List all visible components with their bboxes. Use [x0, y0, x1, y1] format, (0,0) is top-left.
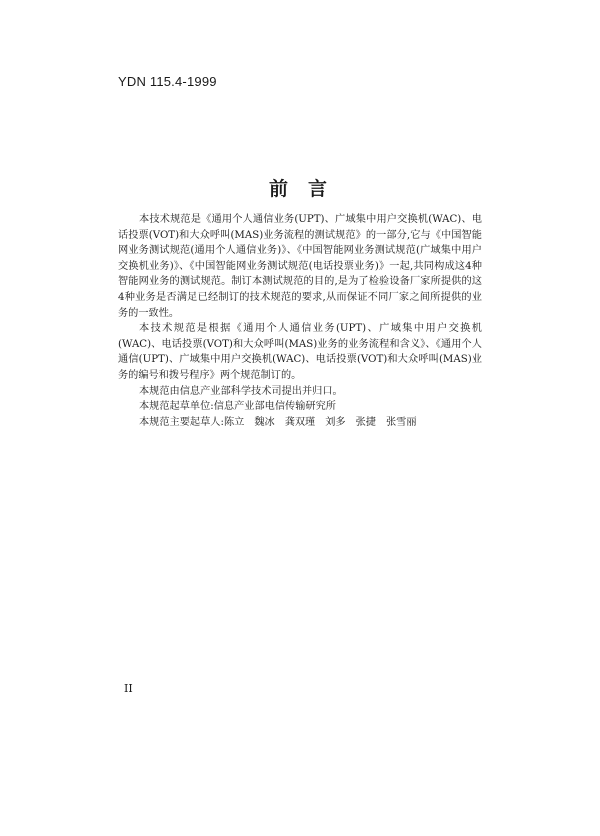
- page-number: II: [124, 682, 133, 695]
- drafters-label: 本规范主要起草人:: [139, 416, 224, 428]
- drafter-name: 龚双瑾: [284, 416, 316, 428]
- paragraph-1: 本技术规范是《通用个人通信业务(UPT)、广域集中用户交换机(WAC)、电话投票(VOT)和大众呼叫(MAS)业务流程的测试规范》的一部分,它与《中国智能网业务测试规范(通用个人通信业务)》、《中国智能网业务测试规范(广域集中用户交换机业务)》、《中国智能网业务测试规范(电话投票业务)》一起,共同构成这4种智能网业务的测试规范。制订本测试规范的目的,是为了检验设备厂家所提供的这4种业务是否满足已经制订的技术规范的要求,从而保证不同厂家之间所提供的业务的一致性。: [118, 214, 482, 319]
- standard-code: YDN 115.4-1999: [118, 74, 217, 89]
- page-title: 前言: [268, 178, 347, 200]
- paragraph-2: 本技术规范是根据《通用个人通信业务(UPT)、广域集中用户交换机(WAC)、电话投票(VOT)和大众呼叫(MAS)业务的业务流程和含义》、《通用个人通信(UPT)、广域集中用户交换机(WAC)、电话投票(VOT)和大众呼叫(MAS)业务的编号和拨号程序》两个规范制订的。: [118, 323, 482, 381]
- drafter-name: 刘多: [325, 416, 346, 428]
- drafter-name: 张雪丽: [386, 416, 417, 428]
- drafter-name: 张捷: [355, 416, 376, 428]
- foreword-body: [118, 212, 482, 430]
- drafters-line: [118, 415, 482, 431]
- drafter-name: 魏冰: [254, 416, 275, 428]
- drafter-name: 陈立: [223, 416, 245, 428]
- drafting-unit-line: 本规范起草单位:信息产业部电信传输研究所: [139, 401, 336, 413]
- proposed-by-line: 本规范由信息产业部科学技术司提出并归口。: [139, 385, 343, 397]
